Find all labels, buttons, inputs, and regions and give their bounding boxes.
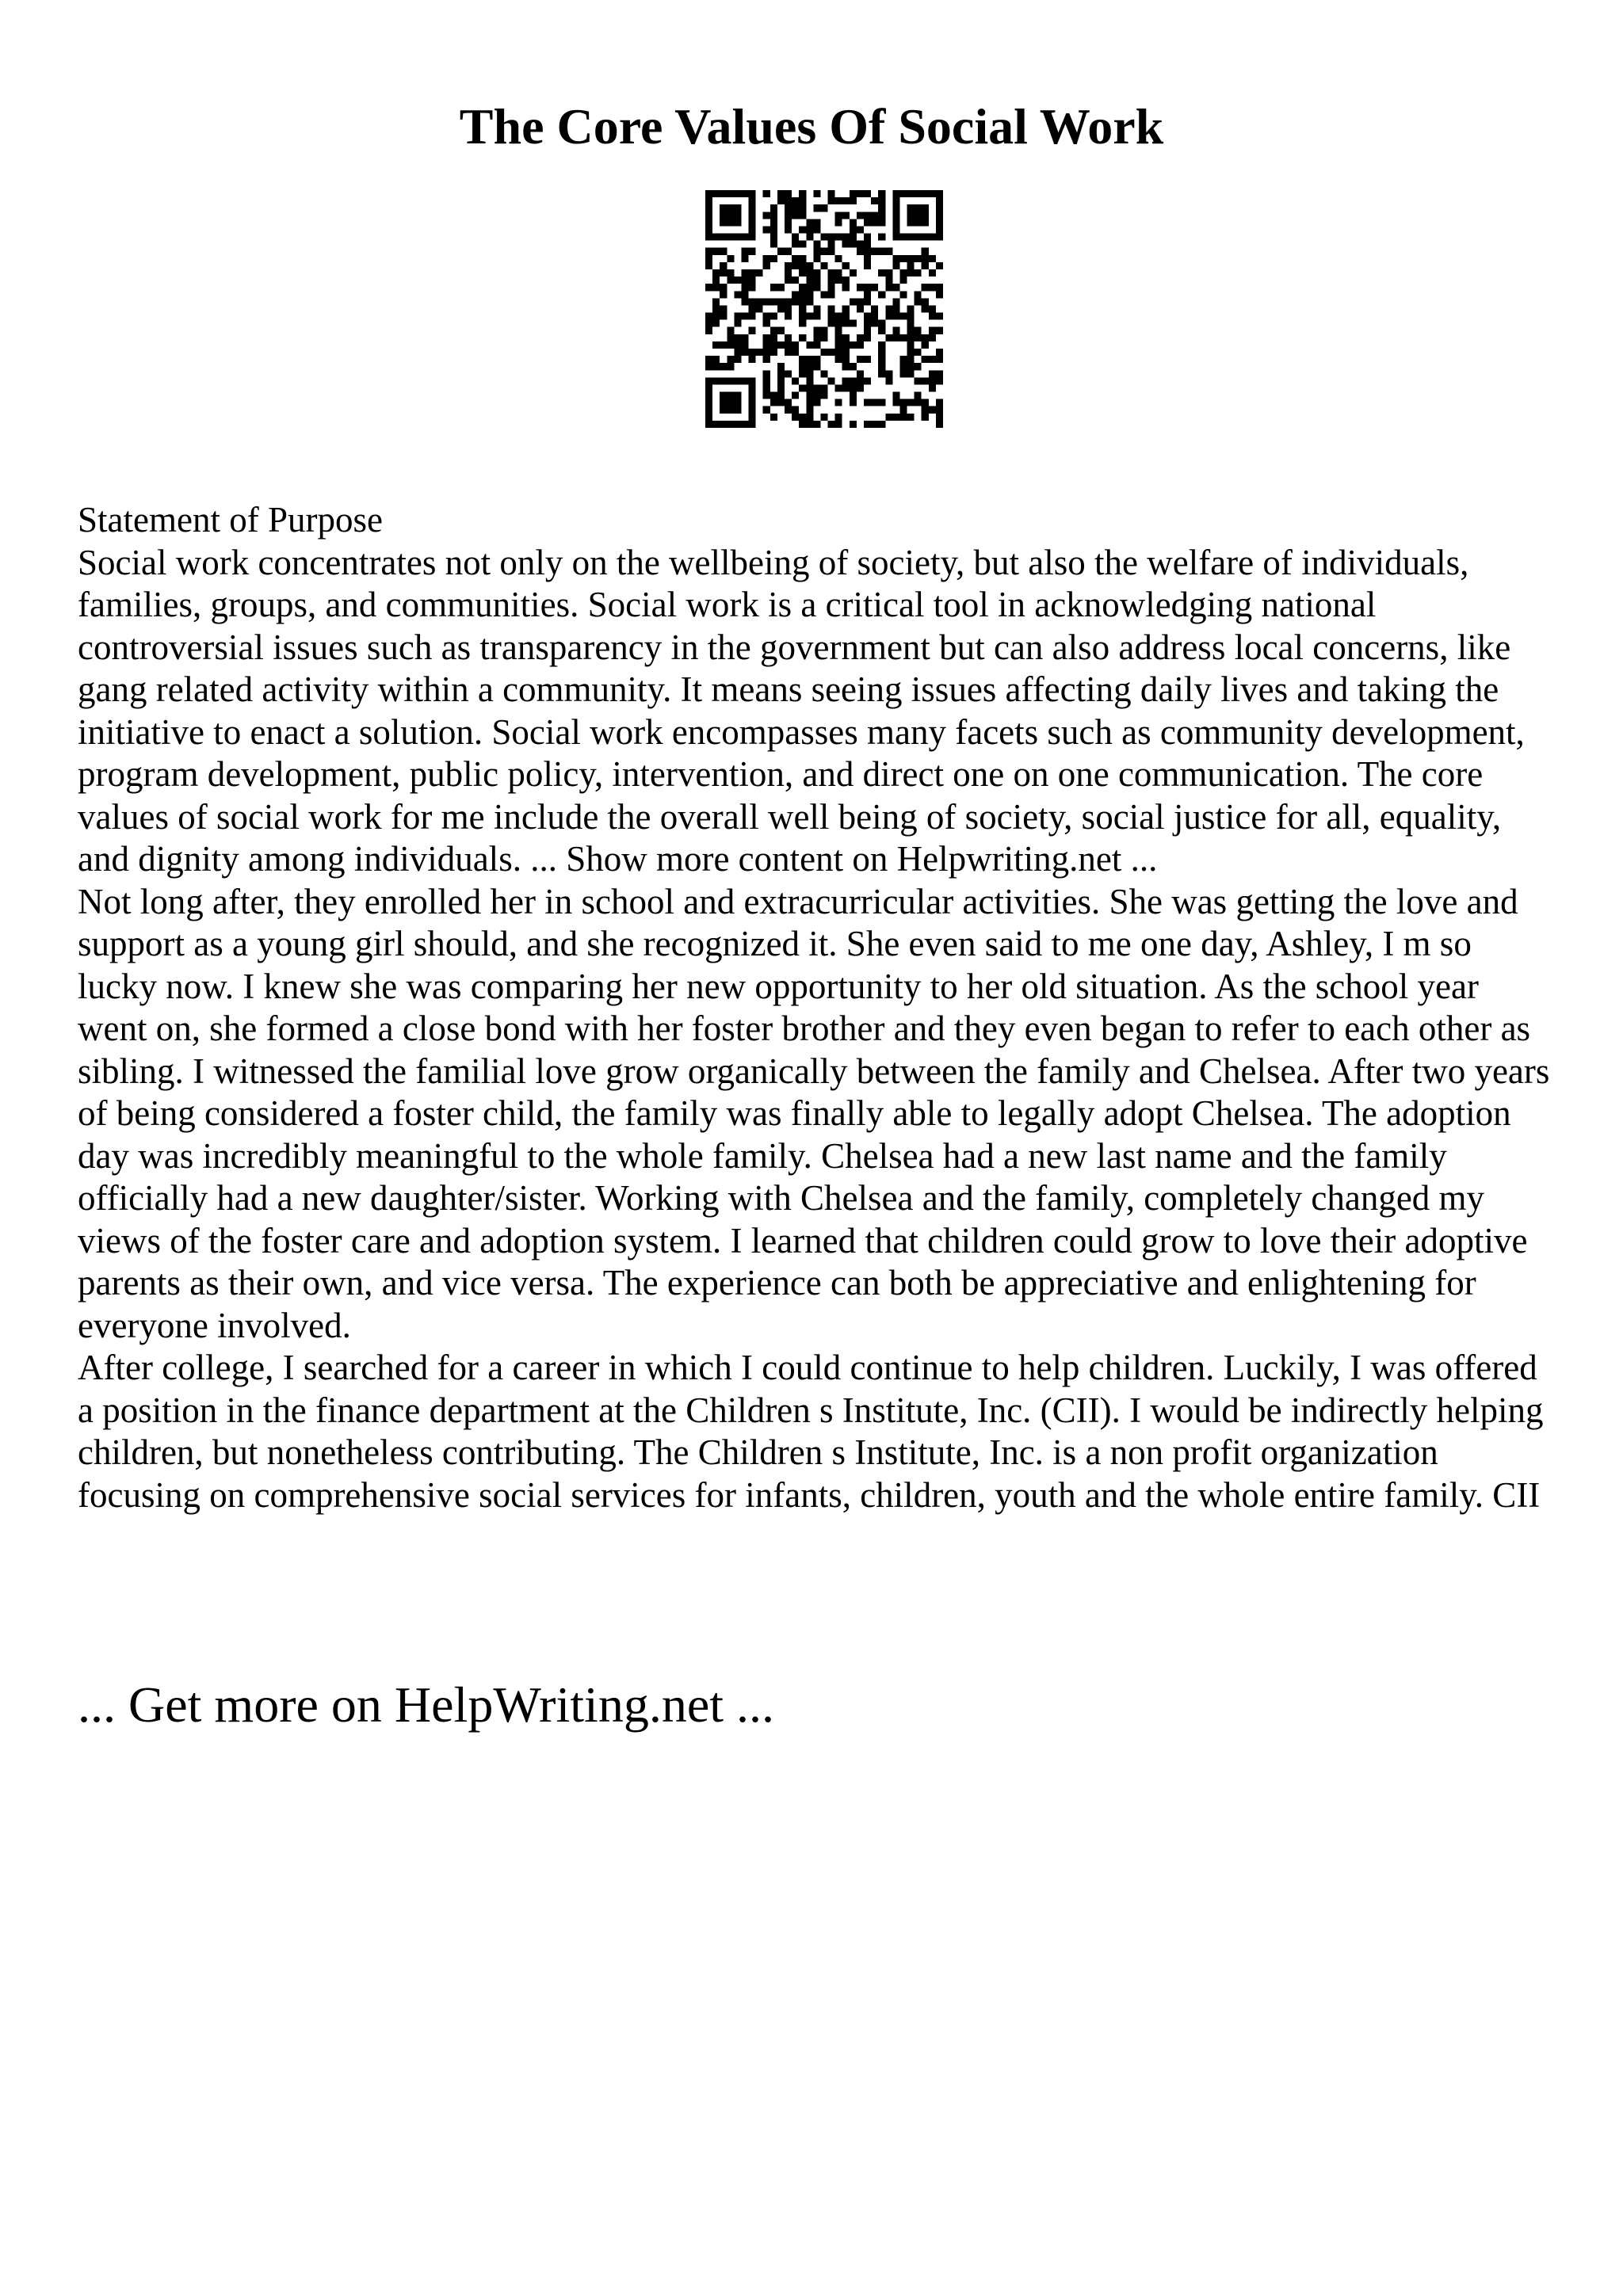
paragraph-2: Not long after, they enrolled her in school and extracurricular activities. She was getting the love and support as a young girl should, and she recognized it. She even said to me one day, Ashley, I m so lucky now. I knew she was comparing her new opportunity to her old situation. As the school year went on, she formed a close bond with her foster brother and they even began to refer to each other as sibling. I witnessed the familial love grow organically between the family and Chelsea. After two years of being considered a foster child, the family was finally able to legally adopt Chelsea. The adoption day was incredibly meaningful to the whole family. Chelsea had a new last name and the family officially had a new daughter/sister. Working with Chelsea and the family, completely changed my views of the foster care and adoption system. I learned that children could grow to love their adoptive parents as their own, and vice versa. The experience can both be appreciative and enlightening for everyone involved.	[78, 881, 1550, 1345]
document-title: The Core Values Of Social Work	[459, 98, 1164, 154]
section-heading: Statement of Purpose	[78, 500, 383, 540]
paragraph-3: After college, I searched for a career in which I could continue to help children. Luckily, I was offered a position in the finance department at the Children s Institute, Inc. (CII). I would be indirectly helping children, but nonetheless contributing. The Children s Institute, Inc. is a non profit organization focusing on comprehensive social services for infants, children, youth and the whole entire family. CII	[78, 1348, 1544, 1515]
qr-code-icon	[705, 190, 943, 428]
paragraph-1: Social work concentrates not only on the wellbeing of society, but also the welfare of individuals, families, groups, and communities. Social work is a critical tool in acknowledging national controversial issues such as transparency in the government but can also address local concerns, like gang related activity within a community. It means seeing issues affecting daily lives and taking the initiative to enact a solution. Social work encompasses many facets such as community development, program development, public policy, intervention, and direct one on one communication. The core values of social work for me include the overall well being of society, social justice for all, equality, and dignity among individuals. ... Show more content on Helpwriting.net ...	[78, 542, 1525, 879]
document-body	[78, 499, 1552, 1516]
get-more-link[interactable]: ... Get more on HelpWriting.net ...	[78, 1676, 774, 1733]
